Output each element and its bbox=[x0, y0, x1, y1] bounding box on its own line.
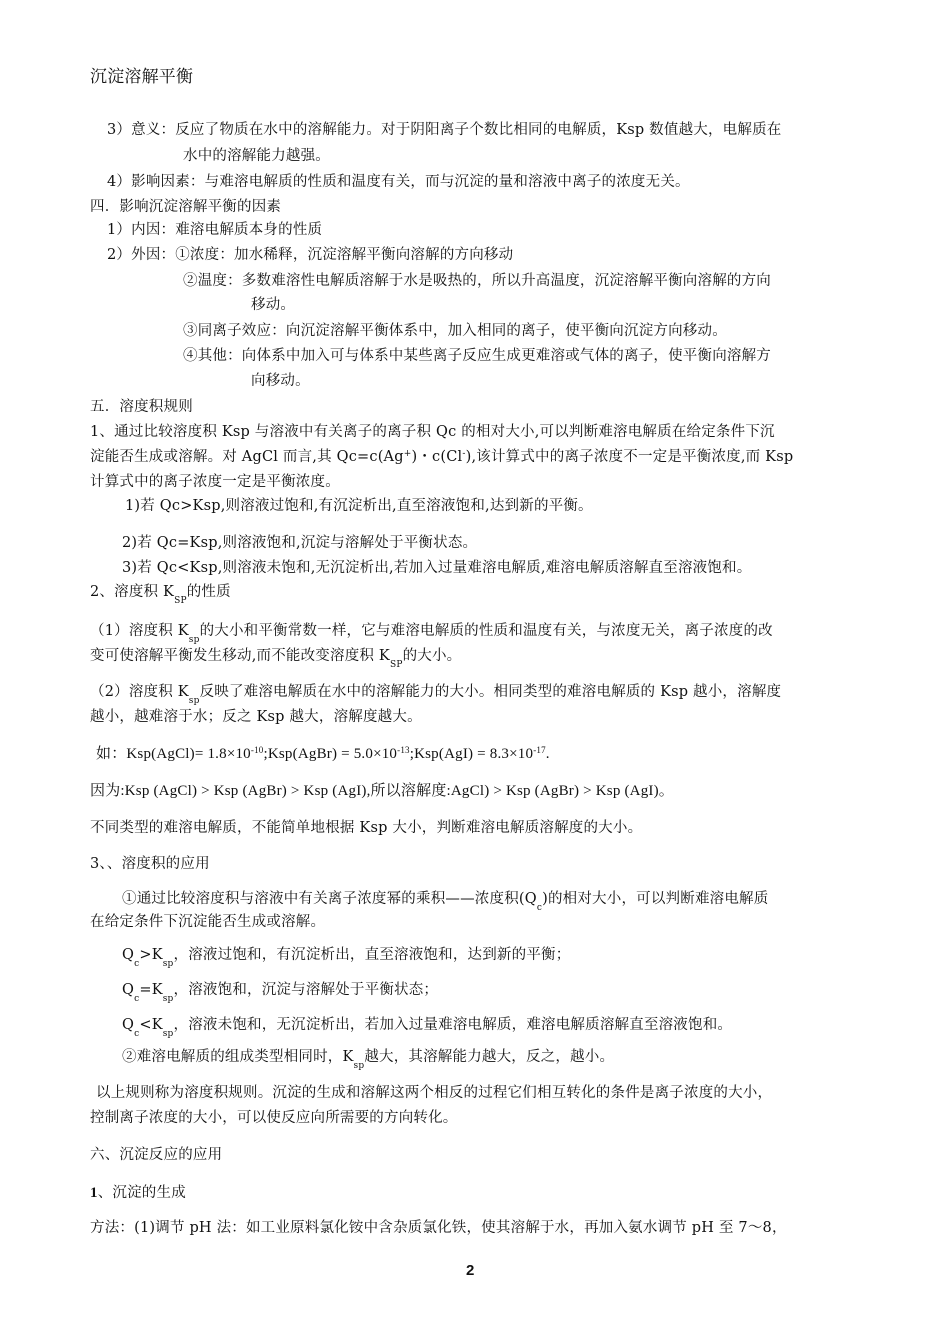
page-title: 沉淀溶解平衡 bbox=[90, 67, 194, 87]
superscript: -10 bbox=[250, 745, 264, 755]
superscript: - bbox=[462, 449, 466, 459]
text-span: 越大，其溶解能力越大，反之，越小。 bbox=[364, 1049, 615, 1065]
section-heading: 五．溶度积规则 bbox=[90, 399, 193, 415]
text-line: 3)若 Qc<Ksp,则溶液未饱和,无沉淀析出,若加入过量难溶电解质,难溶电解质溶解直至溶液饱和。 bbox=[122, 560, 752, 576]
text-span: ，溶液未饱和，无沉淀析出，若加入过量难溶电解质，难溶电解质溶解直至溶液饱和。 bbox=[173, 1017, 733, 1033]
subscript: SP bbox=[174, 596, 187, 606]
subscript: c bbox=[134, 959, 140, 969]
superscript: -17 bbox=[533, 745, 546, 755]
subsection-heading bbox=[90, 1184, 186, 1202]
text-span: 的性质 bbox=[186, 584, 231, 600]
subscript: SP bbox=[389, 660, 403, 670]
text-line bbox=[122, 946, 571, 969]
text-line: ②温度：多数难溶性电解质溶解于水是吸热的，所以升高温度，沉淀溶解平衡向溶解的方向 bbox=[183, 273, 771, 289]
subscript: sp bbox=[188, 696, 200, 706]
superscript: -13 bbox=[397, 745, 410, 755]
text-line: 越小，越难溶于水；反之 Ksp 越大，溶解度越大。 bbox=[90, 709, 422, 725]
text-line: 计算式中的离子浓度一定是平衡浓度。 bbox=[90, 474, 340, 490]
text-line bbox=[122, 981, 439, 1004]
text-line: 向移动。 bbox=[251, 373, 310, 389]
text-line bbox=[90, 448, 793, 468]
subscript: sp bbox=[188, 635, 200, 645]
text-span: Q bbox=[122, 1017, 135, 1033]
subscript: c bbox=[134, 994, 140, 1004]
text-line: ③同离子效应：向沉淀溶解平衡体系中，加入相同的离子，使平衡向沉淀方向移动。 bbox=[183, 323, 727, 339]
text-span: 淀能否生成或溶解。对 AgCl 而言,其 Qc=c(Ag bbox=[90, 449, 404, 465]
subscript: sp bbox=[162, 959, 174, 969]
text-span: >K bbox=[139, 947, 163, 963]
subscript: c bbox=[536, 903, 543, 913]
text-span: 2、溶度积 K bbox=[90, 584, 175, 600]
text-span: 的大小。 bbox=[402, 648, 462, 664]
text-line: 方法：(1)调节 pH 法：如工业原料氯化铵中含杂质氯化铁，使其溶解于水，再加入氨水调节 pH 至 7～8， bbox=[90, 1220, 787, 1236]
text-line: 1)若 Qc>Ksp,则溶液过饱和,有沉淀析出,直至溶液饱和,达到新的平衡。 bbox=[125, 498, 593, 514]
text-line bbox=[122, 890, 769, 913]
section-heading: 四．影响沉淀溶解平衡的因素 bbox=[90, 199, 282, 215]
text-line bbox=[90, 683, 782, 706]
text-line: 控制离子浓度的大小，可以使反应向所需要的方向转化。 bbox=[90, 1110, 458, 1126]
text-line bbox=[96, 745, 550, 764]
text-span: 变可使溶解平衡发生移动,而不能改变溶度积 K bbox=[90, 648, 390, 664]
subscript: sp bbox=[162, 994, 174, 1004]
text-span: ;Ksp(AgBr) = 5.0×10 bbox=[263, 746, 398, 762]
subsection-heading bbox=[90, 583, 231, 606]
text-span: )・c(Cl bbox=[411, 449, 463, 465]
text-span: ②难溶电解质的组成类型相同时，K bbox=[122, 1049, 354, 1065]
text-line: 不同类型的难溶电解质，不能简单地根据 Ksp 大小，判断难溶电解质溶解度的大小。 bbox=[90, 820, 643, 836]
text-span: ;Ksp(AgI) = 8.3×10 bbox=[409, 746, 534, 762]
text-span: （1）溶度积 K bbox=[90, 623, 189, 639]
text-span: ),该计算式中的离子浓度不一定是平衡浓度,而 Ksp bbox=[465, 449, 794, 465]
superscript: + bbox=[403, 449, 412, 459]
text-span: 如：Ksp(AgCl)= 1.8×10 bbox=[96, 746, 251, 762]
text-line: 1、通过比较溶度积 Ksp 与溶液中有关离子的离子积 Qc 的相对大小,可以判断难溶电解质在给定条件下沉 bbox=[90, 424, 775, 440]
text-span: Q bbox=[122, 947, 135, 963]
text-line: 因为:Ksp (AgCl) > Ksp (AgBr) > Ksp (AgI),所以溶解度:AgCl) > Ksp (AgBr) > Ksp (AgI)。 bbox=[90, 783, 674, 799]
text-line: 以上规则称为溶度积规则。沉淀的生成和溶解这两个相反的过程它们相互转化的条件是离子浓度的大小， bbox=[96, 1085, 773, 1101]
text-line: 4）影响因素：与难溶电解质的性质和温度有关，而与沉淀的量和溶液中离子的浓度无关。 bbox=[107, 174, 690, 190]
text-line: 2)若 Qc=Ksp,则溶液饱和,沉淀与溶解处于平衡状态。 bbox=[122, 535, 478, 551]
text-span: ①通过比较溶度积与溶液中有关离子浓度幂的乘积——浓度积(Q bbox=[122, 891, 537, 907]
text-line: 3）意义：反应了物质在水中的溶解能力。对于阴阳离子个数比相同的电解质，Ksp 数值越大，电解质在 bbox=[107, 122, 782, 138]
text-span: )的相对大小，可以判断难溶电解质 bbox=[542, 891, 769, 907]
text-span: 1 bbox=[90, 1185, 98, 1201]
text-span: . bbox=[545, 746, 550, 762]
text-span: =K bbox=[139, 982, 163, 998]
text-line bbox=[122, 1016, 733, 1039]
section-heading: 六、沉淀反应的应用 bbox=[90, 1147, 223, 1163]
text-span: ，溶液饱和，沉淀与溶解处于平衡状态； bbox=[173, 982, 439, 998]
subsection-heading: 3、、溶度积的应用 bbox=[90, 856, 210, 872]
subscript: c bbox=[134, 1029, 140, 1039]
text-line: ④其他：向体系中加入可与体系中某些离子反应生成更难溶或气体的离子，使平衡向溶解方 bbox=[183, 348, 771, 364]
text-line bbox=[90, 647, 462, 670]
text-line: 2）外因：①浓度：加水稀释，沉淀溶解平衡向溶解的方向移动 bbox=[107, 247, 514, 263]
page-number: 2 bbox=[466, 1262, 475, 1279]
text-line bbox=[122, 1048, 615, 1071]
text-span: Q bbox=[122, 982, 135, 998]
text-line: 移动。 bbox=[251, 297, 296, 313]
text-line: 水中的溶解能力越强。 bbox=[183, 148, 330, 164]
text-span: 的大小和平衡常数一样，它与难溶电解质的性质和温度有关，与浓度无关，离子浓度的改 bbox=[199, 623, 773, 639]
subscript: sp bbox=[353, 1061, 365, 1071]
subscript: sp bbox=[162, 1029, 174, 1039]
text-span: ，溶液过饱和，有沉淀析出，直至溶液饱和，达到新的平衡； bbox=[173, 947, 571, 963]
text-span: 、沉淀的生成 bbox=[97, 1185, 186, 1201]
text-span: （2）溶度积 K bbox=[90, 684, 189, 700]
text-span: 反映了难溶电解质在水中的溶解能力的大小。相同类型的难溶电解质的 Ksp 越小，溶解度 bbox=[199, 684, 782, 700]
text-line: 1）内因：难溶电解质本身的性质 bbox=[107, 222, 323, 238]
text-line: 在给定条件下沉淀能否生成或溶解。 bbox=[90, 914, 326, 930]
text-line bbox=[90, 622, 773, 645]
text-span: <K bbox=[139, 1017, 163, 1033]
